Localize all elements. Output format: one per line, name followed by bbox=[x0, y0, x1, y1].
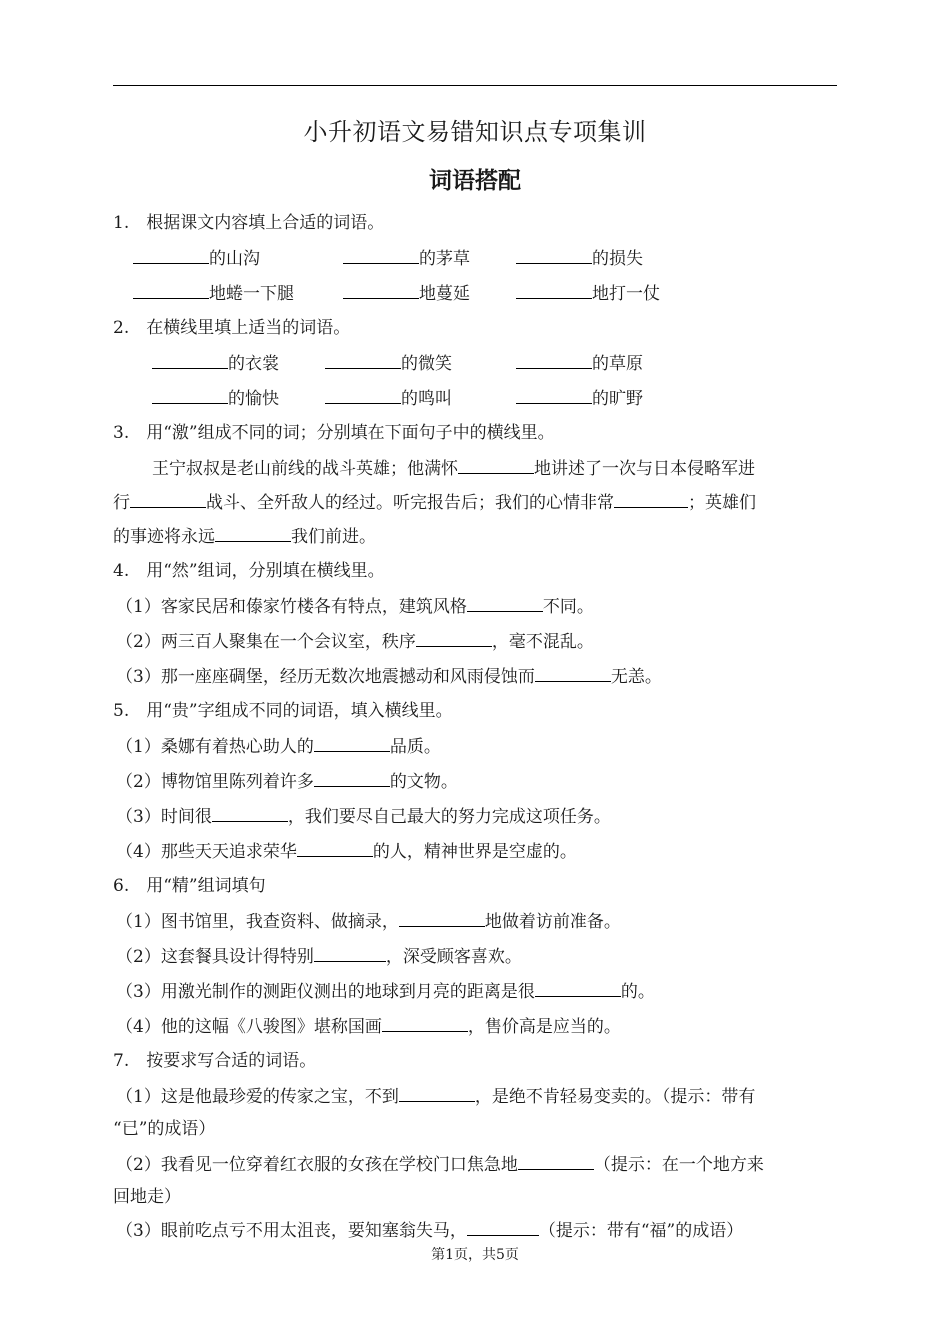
q4-sentence: （3）那一座座碉堡，经历无数次地震撼动和风雨侵蚀而 无恙。 bbox=[116, 664, 662, 689]
q5-sentence: （1）桑娜有着热心助人的 品质。 bbox=[116, 734, 441, 759]
q4-sentence: （1）客家民居和傣家竹楼各有特点，建筑风格 不同。 bbox=[116, 594, 594, 619]
q6-stem: 6. 用“精”组词填句 bbox=[113, 876, 266, 896]
q1-item: 地蜷一下腿 bbox=[133, 281, 294, 306]
answer-blank[interactable] bbox=[152, 386, 228, 404]
page-number: 第1页，共5页 bbox=[431, 1247, 519, 1263]
answer-blank[interactable] bbox=[215, 524, 291, 542]
q6-sentence: （1）图书馆里，我查资料、做摘录， 地做着访前准备。 bbox=[116, 909, 621, 934]
section-title: 词语搭配 bbox=[429, 168, 521, 194]
q1-item: 的茅草 bbox=[343, 246, 470, 271]
answer-blank[interactable] bbox=[325, 351, 401, 369]
answer-blank[interactable] bbox=[325, 386, 401, 404]
q2-item: 的鸣叫 bbox=[325, 386, 452, 411]
q1-item: 的山沟 bbox=[133, 246, 260, 271]
answer-blank[interactable] bbox=[314, 769, 390, 787]
q4-stem: 4. 用“然”组词，分别填在横线里。 bbox=[113, 561, 385, 581]
answer-blank[interactable] bbox=[516, 351, 592, 369]
answer-blank[interactable] bbox=[382, 1014, 468, 1032]
answer-blank[interactable] bbox=[516, 246, 592, 264]
q1-item: 的损失 bbox=[516, 246, 643, 271]
answer-blank[interactable] bbox=[314, 734, 390, 752]
q6-sentence: （4）他的这幅《八骏图》堪称国画 ，售价高是应当的。 bbox=[116, 1014, 621, 1039]
q5-sentence: （2）博物馆里陈列着许多 的文物。 bbox=[116, 769, 458, 794]
answer-blank[interactable] bbox=[535, 664, 611, 682]
q5-sentence: （4）那些天天追求荣华 的人，精神世界是空虚的。 bbox=[116, 839, 577, 864]
q2-stem: 2. 在横线里填上适当的词语。 bbox=[113, 318, 351, 338]
q3-paragraph-line: 王宁叔叔是老山前线的战斗英雄；他满怀 地讲述了一次与日本侵略军进 bbox=[152, 456, 755, 481]
q3-paragraph-line: 行 战斗、全歼敌人的经过。听完报告后；我们的心情非常 ；英雄们 bbox=[113, 490, 756, 515]
q3-stem: 3. 用“激”组成不同的词；分别填在下面句子中的横线里。 bbox=[113, 423, 555, 443]
answer-blank[interactable] bbox=[535, 979, 621, 997]
q4-sentence: （2）两三百人聚集在一个会议室，秩序 ，毫不混乱。 bbox=[116, 629, 594, 654]
q3-paragraph-line: 的事迹将永远 我们前进。 bbox=[113, 524, 376, 549]
q7-sentence: （2）我看见一位穿着红衣服的女孩在学校门口焦急地 （提示：在一个地方来 bbox=[116, 1152, 764, 1177]
answer-blank[interactable] bbox=[516, 386, 592, 404]
answer-blank[interactable] bbox=[518, 1152, 594, 1170]
answer-blank[interactable] bbox=[152, 351, 228, 369]
q2-item: 的愉快 bbox=[152, 386, 279, 411]
answer-blank[interactable] bbox=[343, 281, 419, 299]
q7-sentence-continuation: “已”的成语） bbox=[113, 1119, 216, 1139]
answer-blank[interactable] bbox=[467, 1218, 539, 1236]
answer-blank[interactable] bbox=[458, 456, 534, 474]
answer-blank[interactable] bbox=[614, 490, 688, 508]
q7-sentence-continuation: 回地走） bbox=[113, 1187, 181, 1207]
q5-stem: 5. 用“贵”字组成不同的词语，填入横线里。 bbox=[113, 701, 453, 721]
q1-item: 地蔓延 bbox=[343, 281, 470, 306]
answer-blank[interactable] bbox=[212, 804, 288, 822]
answer-blank[interactable] bbox=[133, 246, 209, 264]
page-title: 小升初语文易错知识点专项集训 bbox=[303, 118, 647, 146]
answer-blank[interactable] bbox=[416, 629, 492, 647]
answer-blank[interactable] bbox=[399, 1084, 475, 1102]
answer-blank[interactable] bbox=[343, 246, 419, 264]
q5-sentence: （3）时间很 ，我们要尽自己最大的努力完成这项任务。 bbox=[116, 804, 611, 829]
header-rule bbox=[113, 85, 837, 86]
q6-sentence: （3）用激光制作的测距仪测出的地球到月亮的距离是很 的。 bbox=[116, 979, 655, 1004]
q1-item: 地打一仗 bbox=[516, 281, 660, 306]
answer-blank[interactable] bbox=[314, 944, 386, 962]
q7-stem: 7. 按要求写合适的词语。 bbox=[113, 1051, 317, 1071]
q2-item: 的微笑 bbox=[325, 351, 452, 376]
answer-blank[interactable] bbox=[297, 839, 373, 857]
answer-blank[interactable] bbox=[130, 490, 206, 508]
answer-blank[interactable] bbox=[467, 594, 543, 612]
answer-blank[interactable] bbox=[133, 281, 209, 299]
q2-item: 的衣裳 bbox=[152, 351, 279, 376]
answer-blank[interactable] bbox=[399, 909, 485, 927]
answer-blank[interactable] bbox=[516, 281, 592, 299]
q2-item: 的旷野 bbox=[516, 386, 643, 411]
q7-sentence: （3）眼前吃点亏不用太沮丧，要知塞翁失马， （提示：带有“福”的成语） bbox=[116, 1218, 743, 1243]
q2-item: 的草原 bbox=[516, 351, 643, 376]
q1-stem: 1. 根据课文内容填上合适的词语。 bbox=[113, 213, 385, 233]
q7-sentence: （1）这是他最珍爱的传家之宝，不到 ，是绝不肯轻易变卖的。（提示：带有 bbox=[116, 1084, 755, 1109]
q6-sentence: （2）这套餐具设计得特别 ，深受顾客喜欢。 bbox=[116, 944, 522, 969]
